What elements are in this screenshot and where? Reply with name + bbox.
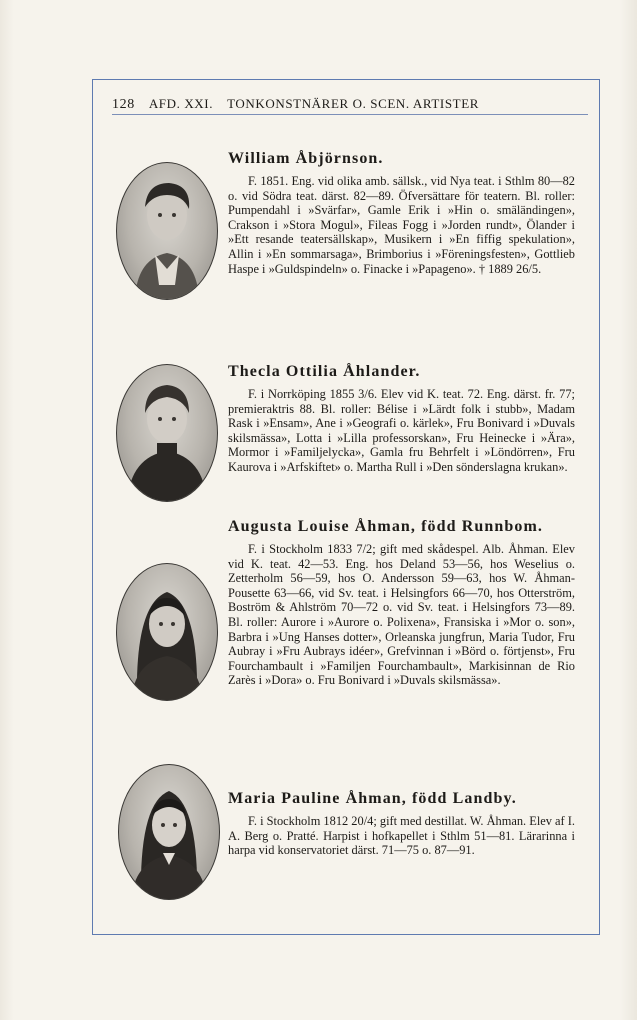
entry-text: F. i Norrköping 1855 3/6. Elev vid K. teat. 72. Eng. därst. fr. 77; premieraktris 88. Bl. roller: Bélise i »Lärdt folk i stubb», Madam Rask i »Ensam», Ane i »Geografi o. kärlek», Fru Bonivard i »Duvals skilsmässa», Lotta i »Lilla professorskan», Fru Heinecke i »Ära», Mormor i »Familjelycka», Gamla fru Behrfelt i »Löndörren», Fru Kaurova i »Arfskiftet» o. Martha Rull i »Den sönderslagna krukan». — [228, 387, 575, 474]
portrait-woman-icon — [119, 765, 219, 899]
entry-augusta-ahman — [228, 518, 575, 688]
portrait-thecla-ahlander — [116, 364, 218, 502]
header-title: TONKONSTNÄRER O. SCEN. ARTISTER — [227, 96, 480, 111]
header-rule — [112, 114, 588, 115]
running-header — [112, 96, 588, 113]
portrait-woman-icon — [117, 564, 217, 700]
entry-name: Augusta Louise Åhman, född Runnbom. — [228, 518, 544, 535]
page-number: 128 — [112, 97, 135, 112]
entry-maria-ahman — [228, 790, 575, 858]
entry-name: Maria Pauline Åhman, född Landby. — [228, 790, 517, 807]
entry-text: F. 1851. Eng. vid olika amb. sällsk., vid Nya teat. i Sthlm 80—82 o. vid Södra teat. därst. 82—89. Öfversättare för teatern. Bl. roller: Pumpendahl i »Svärfar», Gamle Erik i »Hin o. smäländingen», Crakson i »Stora Mogul», Fileas Fogg i »Jorden rundt», Ölander i »Ett resande teatersällskap», Musikern i »En fiffig spekulation», Allin i »En sommarsaga», Brimborius i »Föreningsfesten», Gottlieb Haspe i »Guldspindeln» o. Finacke i »Papageno». † 1889 26/5. — [228, 174, 575, 276]
entry-text: F. i Stockholm 1812 20/4; gift med destillat. W. Åhman. Elev af I. A. Berg o. Pratté. Harpist i hofkapellet i Sthlm 51—81. Lärarinna i harpa vid konservatoriet därst. 71—75 o. 87—91. — [228, 814, 575, 858]
section-label: AFD. XXI. — [148, 96, 214, 111]
entry-william-abjornson — [228, 150, 575, 276]
entry-text: F. i Stockholm 1833 7/2; gift med skådespel. Alb. Åhman. Elev vid K. teat. 42—53. Eng. hos Deland 53—56, hos Weselius o. Zetterholm 56—59, hos O. Andersson 59—63, hos W. Åhman-Pousette 63—66, vid Sv. teat. i Helsingfors 66—70, hos Otterström, Boström & Ahlström 70—72 o. vid Sv. teat. i Helsingfors 73—89. Bl. roller: Aurore i »Aurore o. Polixena», Fransiska i »Mor o. son», Barbra i »Ung Hanses dotter», Orleanska jungfrun, Maria Tudor, Fru Aubray i »Fru Aubrays idéer», Grefvinnan i »Börd o. förtjenst», Fru Fourchambault i »Familjen Fourchambault», Markisinnan de Rio Zarès i »Dora» o. Fru Bonivard i »Duvals skilsmässa». — [228, 542, 575, 688]
entry-name: Thecla Ottilia Åhlander. — [228, 363, 421, 380]
portrait-man-icon — [117, 163, 217, 299]
portrait-augusta-ahman — [116, 563, 218, 701]
portrait-maria-ahman — [118, 764, 220, 900]
entry-name: William Åbjörnson. — [228, 150, 384, 167]
portrait-woman-icon — [117, 365, 217, 501]
entry-thecla-ahlander — [228, 363, 575, 475]
portrait-william-abjornson — [116, 162, 218, 300]
